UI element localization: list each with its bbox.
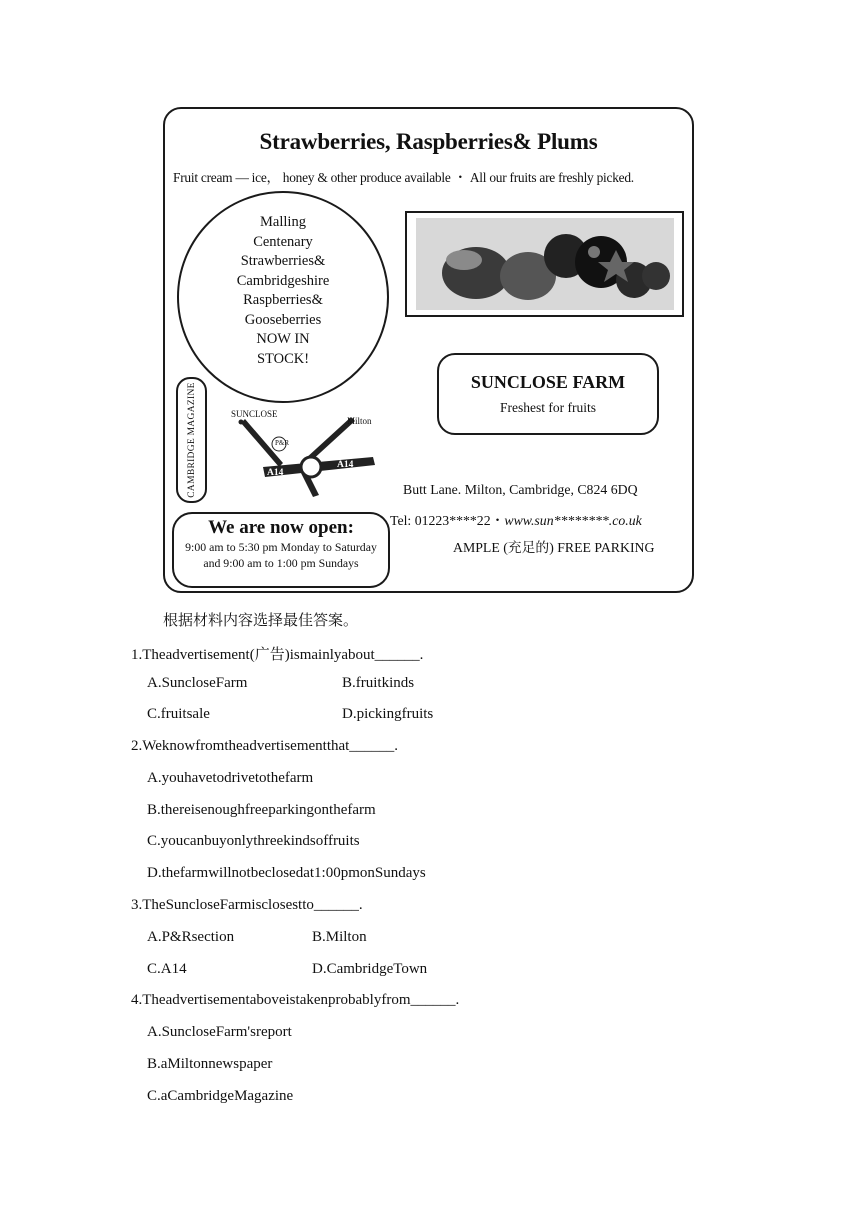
question-3-option-d: D.CambridgeTown — [312, 961, 428, 977]
opening-hours — [172, 512, 390, 588]
stock-line: Raspberries& — [243, 292, 323, 308]
ad-subtitle: Fruit cream — ice， honey & other produce available ・ All our fruits are freshly picked. — [173, 170, 634, 185]
magazine-name: CAMBRIDGE MAGAZINE — [186, 382, 197, 498]
farm-contact — [390, 509, 642, 529]
question-1-option-c: C.fruitsale — [147, 706, 210, 722]
question-2-option-c: C.youcanbuyonlythreekindsoffruits — [147, 833, 360, 849]
stock-line: NOW IN — [256, 331, 310, 347]
question-1-option-a: A.SuncloseFarm — [147, 675, 248, 691]
map-label-sunclose: SUNCLOSE — [231, 409, 278, 419]
farm-address: Butt Lane. Milton, Cambridge, C824 6DQ — [403, 482, 638, 497]
stock-line: Gooseberries — [244, 311, 322, 328]
question-4-option-c: C.aCambridgeMagazine — [147, 1088, 294, 1104]
ad-title: Strawberries, Raspberries& Plums — [259, 129, 598, 154]
stock-line: Malling — [260, 214, 306, 230]
location-map — [223, 405, 383, 497]
raspberry-shape — [642, 262, 670, 290]
opening-line-sundays: and 9:00 am to 1:00 pm Sundays — [203, 556, 359, 570]
farm-name: SUNCLOSE FARM — [470, 372, 626, 392]
website-url: www.sun********.co.uk — [504, 513, 642, 528]
question-4-option-a: A.SuncloseFarm'sreport — [147, 1024, 292, 1040]
stock-line: Cambridgeshire — [236, 272, 330, 289]
question-4-option-b: B.aMiltonnewspaper — [147, 1056, 273, 1072]
stock-line: Centenary — [253, 233, 313, 250]
sunclose-marker — [239, 420, 244, 425]
stock-line: STOCK! — [256, 350, 310, 367]
fruit-photo-frame — [405, 211, 684, 317]
opening-line-weekdays: 9:00 am to 5:30 pm Monday to Saturday — [185, 540, 377, 554]
question-2-option-b: B.thereisenoughfreeparkingonthefarm — [147, 802, 376, 818]
question-3-stem: 3.TheSuncloseFarmisclosestto______. — [131, 897, 363, 913]
stock-line: Strawberries& — [240, 253, 326, 269]
strawberry-leaf — [446, 250, 482, 270]
question-1-stem: 1.Theadvertisement(广告)ismainlyabout______. — [131, 647, 424, 663]
fruit-photo — [416, 218, 674, 310]
fruit-illustration — [416, 218, 674, 310]
plum-highlight — [588, 246, 600, 258]
question-4-stem: 4.Theadvertisementaboveistakenprobablyfrom______. — [131, 992, 460, 1008]
farm-tagline: Freshest for fruits — [500, 400, 596, 415]
farm-box — [437, 353, 659, 435]
instruction: 根据材料内容选择最佳答案。 — [163, 611, 359, 629]
stock-text — [179, 213, 387, 369]
question-3-option-c: C.A14 — [147, 961, 187, 977]
map-label-milton: Milton — [347, 416, 372, 426]
parking-info: AMPLE (充足的) FREE PARKING — [453, 540, 655, 555]
question-2-option-a: A.youhavetodrivetothefarm — [147, 770, 314, 786]
map-label-a14-left: A14 — [267, 468, 284, 478]
roundabout — [301, 457, 321, 477]
advertisement — [163, 107, 694, 593]
stock-circle — [177, 191, 389, 403]
opening-title: We are now open: — [208, 517, 354, 538]
question-2-option-d: D.thefarmwillnotbeclosedat1:00pmonSundays — [147, 865, 426, 881]
question-2-stem: 2.Weknowfromtheadvertisementthat______. — [131, 738, 399, 754]
question-3-option-a: A.P&Rsection — [147, 929, 235, 945]
magazine-badge — [176, 377, 207, 503]
phone-number: Tel: 01223****22・ — [390, 513, 505, 528]
map-label-a14-right: A14 — [337, 460, 354, 470]
question-3-option-b: B.Milton — [312, 929, 367, 945]
question-1-option-b: B.fruitkinds — [342, 675, 415, 691]
question-1-option-d: D.pickingfruits — [342, 706, 434, 722]
map-label-pr: P&R — [275, 439, 290, 447]
